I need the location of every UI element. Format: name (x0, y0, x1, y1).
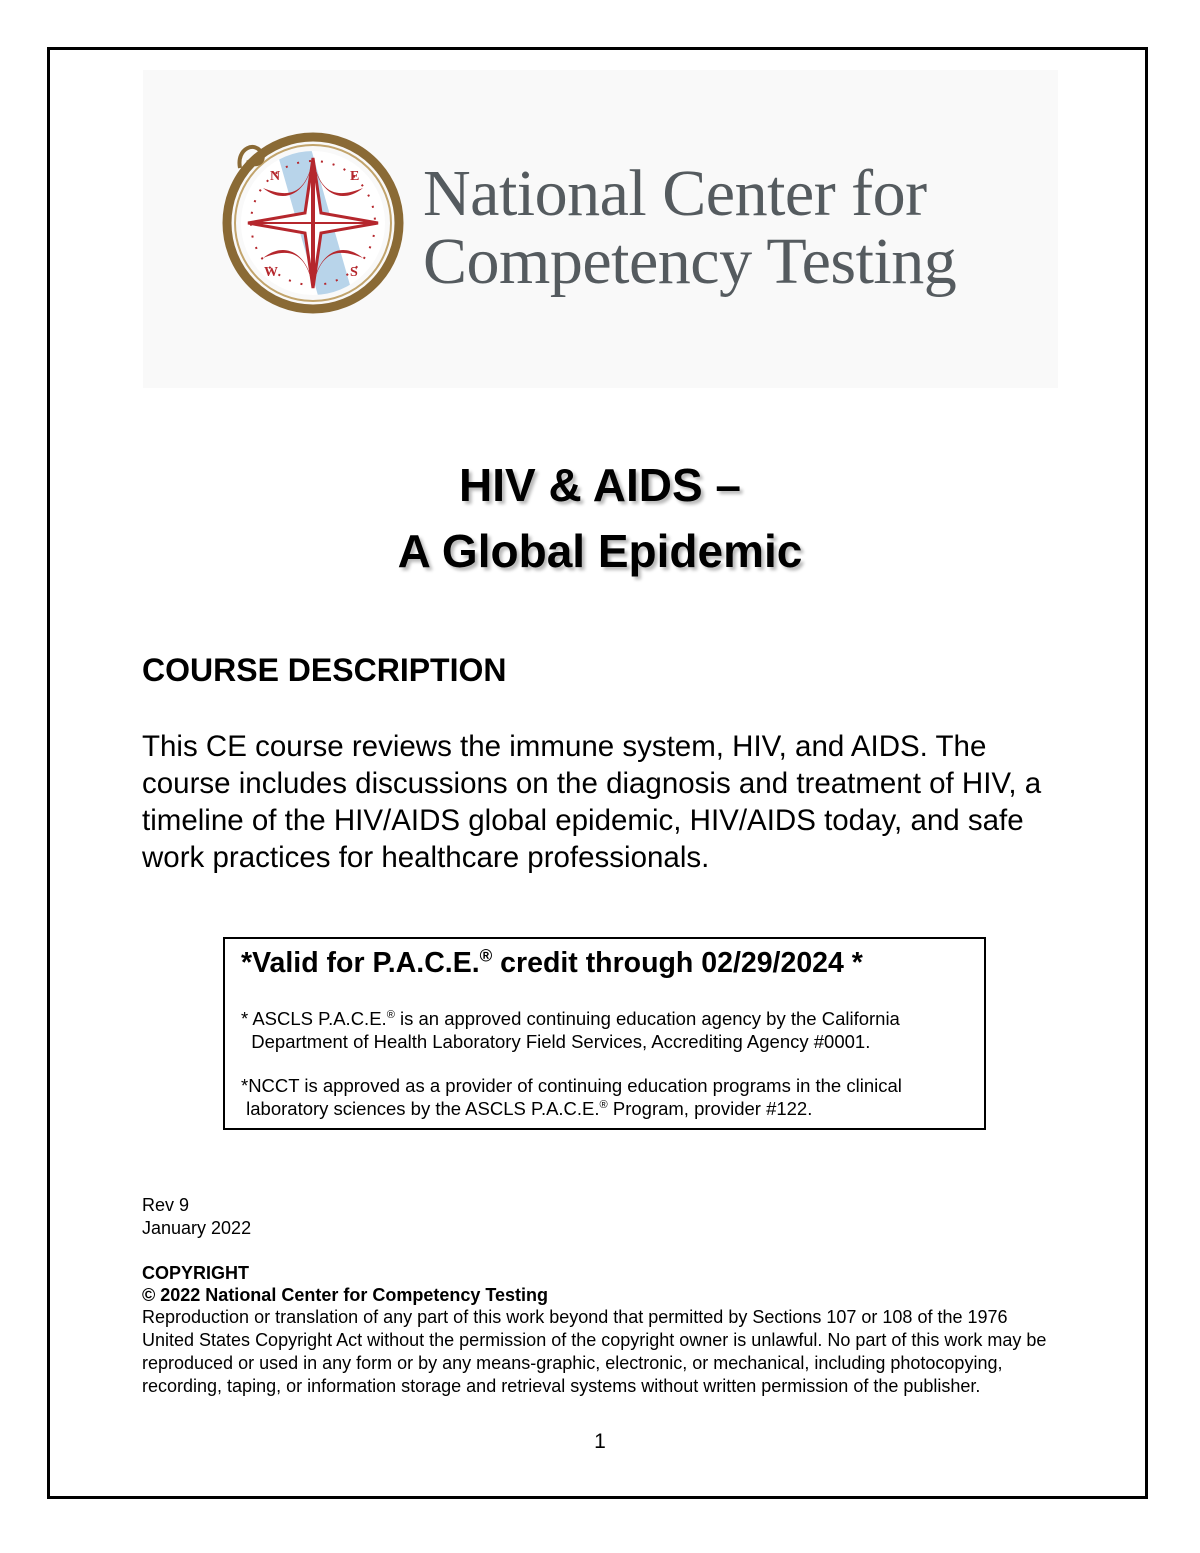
copyright-heading: COPYRIGHT (142, 1263, 250, 1283)
pace-credit-box (223, 937, 986, 1130)
title-line-2: A Global Epidemic (397, 525, 803, 577)
logo-line-2: Competency Testing (423, 225, 957, 298)
compass-letter: W (264, 265, 278, 280)
revision-number: Rev 9 (142, 1195, 190, 1215)
logo-line-1: National Center for (423, 157, 927, 230)
copyright-text: Reproduction or translation of any part of this work beyond that permitted by Sections 107 or 108 of the 1976 United States Copyright Act without the permission of the copyright owner is unlawful. No part of this work may be reproduced or used in any form or by any means-graphic, electronic, or mechanical, including photocopying, recording, taping, or information storage and retrieval systems without written permission of the publisher. (142, 1307, 1047, 1396)
compass-letter: S (350, 265, 358, 280)
ascls-accreditation-note: * ASCLS P.A.C.E.® is an approved continuing education agency by the California Department of Health Laboratory Field Services, Accrediting Agency #0001. (241, 1008, 900, 1052)
compass-letter: N (270, 169, 281, 184)
ncct-provider-note: *NCCT is approved as a provider of continuing education programs in the clinical laboratory sciences by the ASCLS P.A.C.E.® Program, provider #122. (241, 1075, 902, 1119)
credit-validity-title: *Valid for P.A.C.E.® credit through 02/29/2024 * (241, 946, 863, 979)
title-line-1: HIV & AIDS – (458, 459, 742, 511)
compass-icon (218, 128, 408, 318)
compass-letter: E (350, 169, 360, 184)
copyright-holder: © 2022 National Center for Competency Testing (142, 1285, 549, 1305)
revision-date: January 2022 (142, 1218, 252, 1238)
page-number: 1 (594, 1430, 606, 1453)
logo (143, 70, 1058, 388)
course-description-heading: COURSE DESCRIPTION (142, 652, 507, 688)
logo-wordmark (423, 157, 957, 298)
course-description: This CE course reviews the immune system, HIV, and AIDS. The course includes discussions on the diagnosis and treatment of HIV, a timeline of the HIV/AIDS global epidemic, HIV/AIDS today, and safe work practices for healthcare professionals. (142, 730, 1042, 874)
